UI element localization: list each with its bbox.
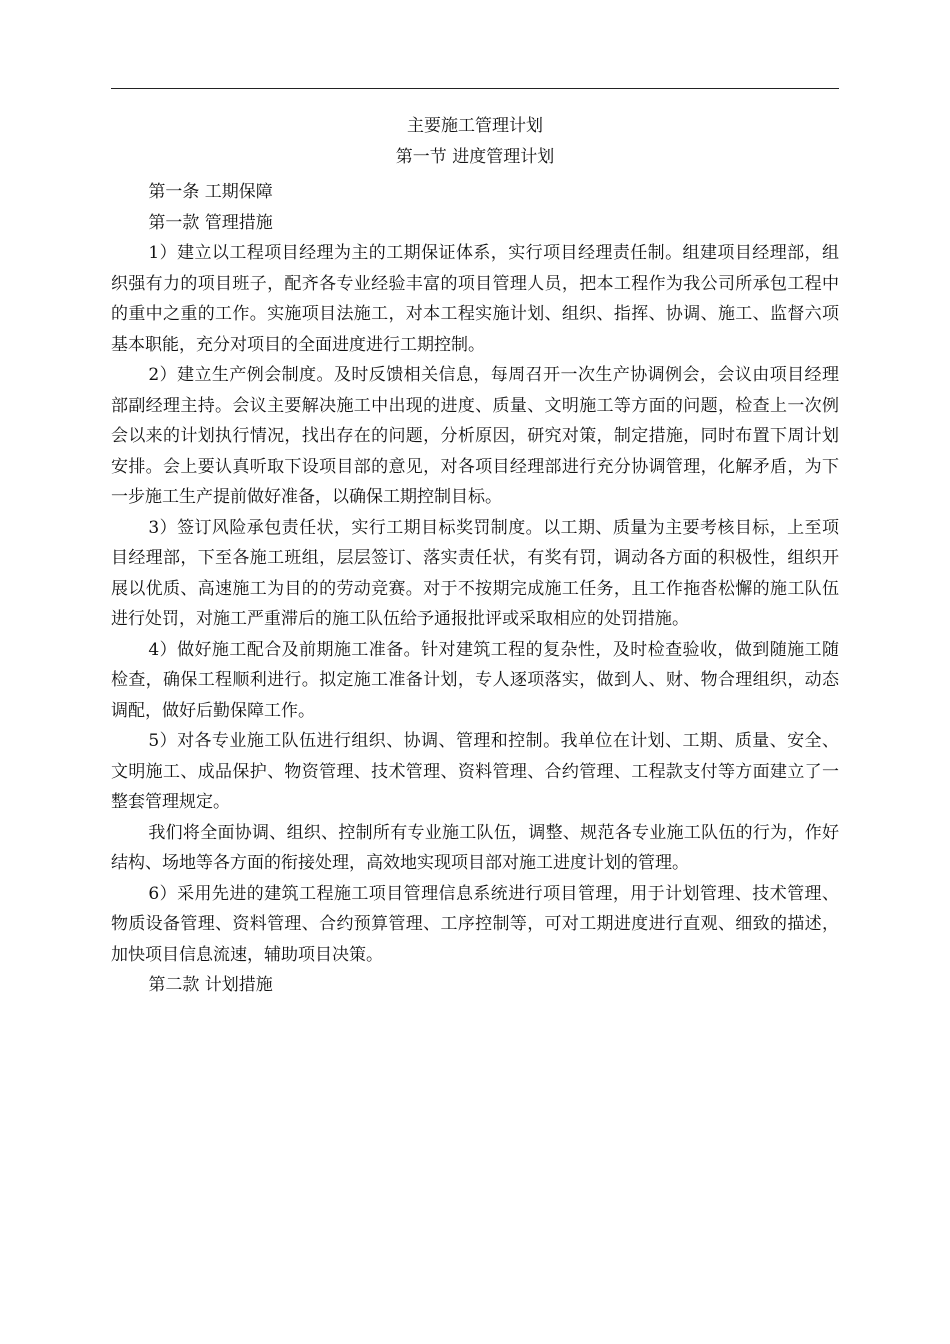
document-body	[111, 111, 839, 1001]
paragraph-6: 我们将全面协调、组织、控制所有专业施工队伍，调整、规范各专业施工队伍的行为，作好结构、场地等各方面的衔接处理，高效地实现项目部对施工进度计划的管理。	[111, 822, 839, 873]
paragraph-5: 5）对各专业施工队伍进行组织、协调、管理和控制。我单位在计划、工期、质量、安全、文明施工、成品保护、物资管理、技术管理、资料管理、合约管理、工程款支付等方面建立了一整套管理规定。	[111, 731, 839, 812]
paragraph-4: 4）做好施工配合及前期施工准备。针对建筑工程的复杂性，及时检查验收，做到随施工随检查，确保工程顺利进行。拟定施工准备计划，专人逐项落实，做到人、财、物合理组织，动态调配，做好后勤保障工作。	[111, 639, 839, 721]
article-heading: 第一条 工期保障	[148, 182, 273, 202]
clause-heading-2: 第二款 计划措施	[148, 975, 273, 995]
paragraph-7: 6）采用先进的建筑工程施工项目管理信息系统进行项目管理，用于计划管理、技术管理、物质设备管理、资料管理、合约预算管理、工序控制等，可对工期进度进行直观、细致的描述，加快项目信息流速，辅助项目决策。	[111, 883, 839, 965]
paragraph-2: 2）建立生产例会制度。及时反馈相关信息，每周召开一次生产协调例会，会议由项目经理部副经理主持。会议主要解决施工中出现的进度、质量、文明施工等方面的问题，检查上一次例会以来的计划执行情况，找出存在的问题，分析原因，研究对策，制定措施，同时布置下周计划安排。会上要认真听取下设项目部的意见，对各项目经理部进行充分协调管理，化解矛盾，为下一步施工生产提前做好准备，以确保工期控制目标。	[111, 365, 839, 507]
document-title: 主要施工管理计划	[407, 116, 543, 136]
paragraph-3: 3）签订风险承包责任状，实行工期目标奖罚制度。以工期、质量为主要考核目标，上至项目经理部，下至各施工班组，层层签订、落实责任状，有奖有罚，调动各方面的积极性，组织开展以优质、高速施工为目的的劳动竞赛。对于不按期完成施工任务，且工作拖沓松懈的施工队伍进行处罚，对施工严重滞后的施工队伍给予通报批评或采取相应的处罚措施。	[111, 517, 839, 629]
paragraph-1: 1）建立以工程项目经理为主的工期保证体系，实行项目经理责任制。组建项目经理部，组织强有力的项目班子，配齐各专业经验丰富的项目管理人员，把本工程作为我公司所承包工程中的重中之重的工作。实施项目法施工，对本工程实施计划、组织、指挥、协调、施工、监督六项基本职能，充分对项目的全面进度进行工期控制。	[111, 243, 839, 355]
section-title: 第一节 进度管理计划	[395, 146, 555, 167]
clause-heading-1: 第一款 管理措施	[148, 212, 273, 233]
header-rule	[111, 88, 839, 89]
